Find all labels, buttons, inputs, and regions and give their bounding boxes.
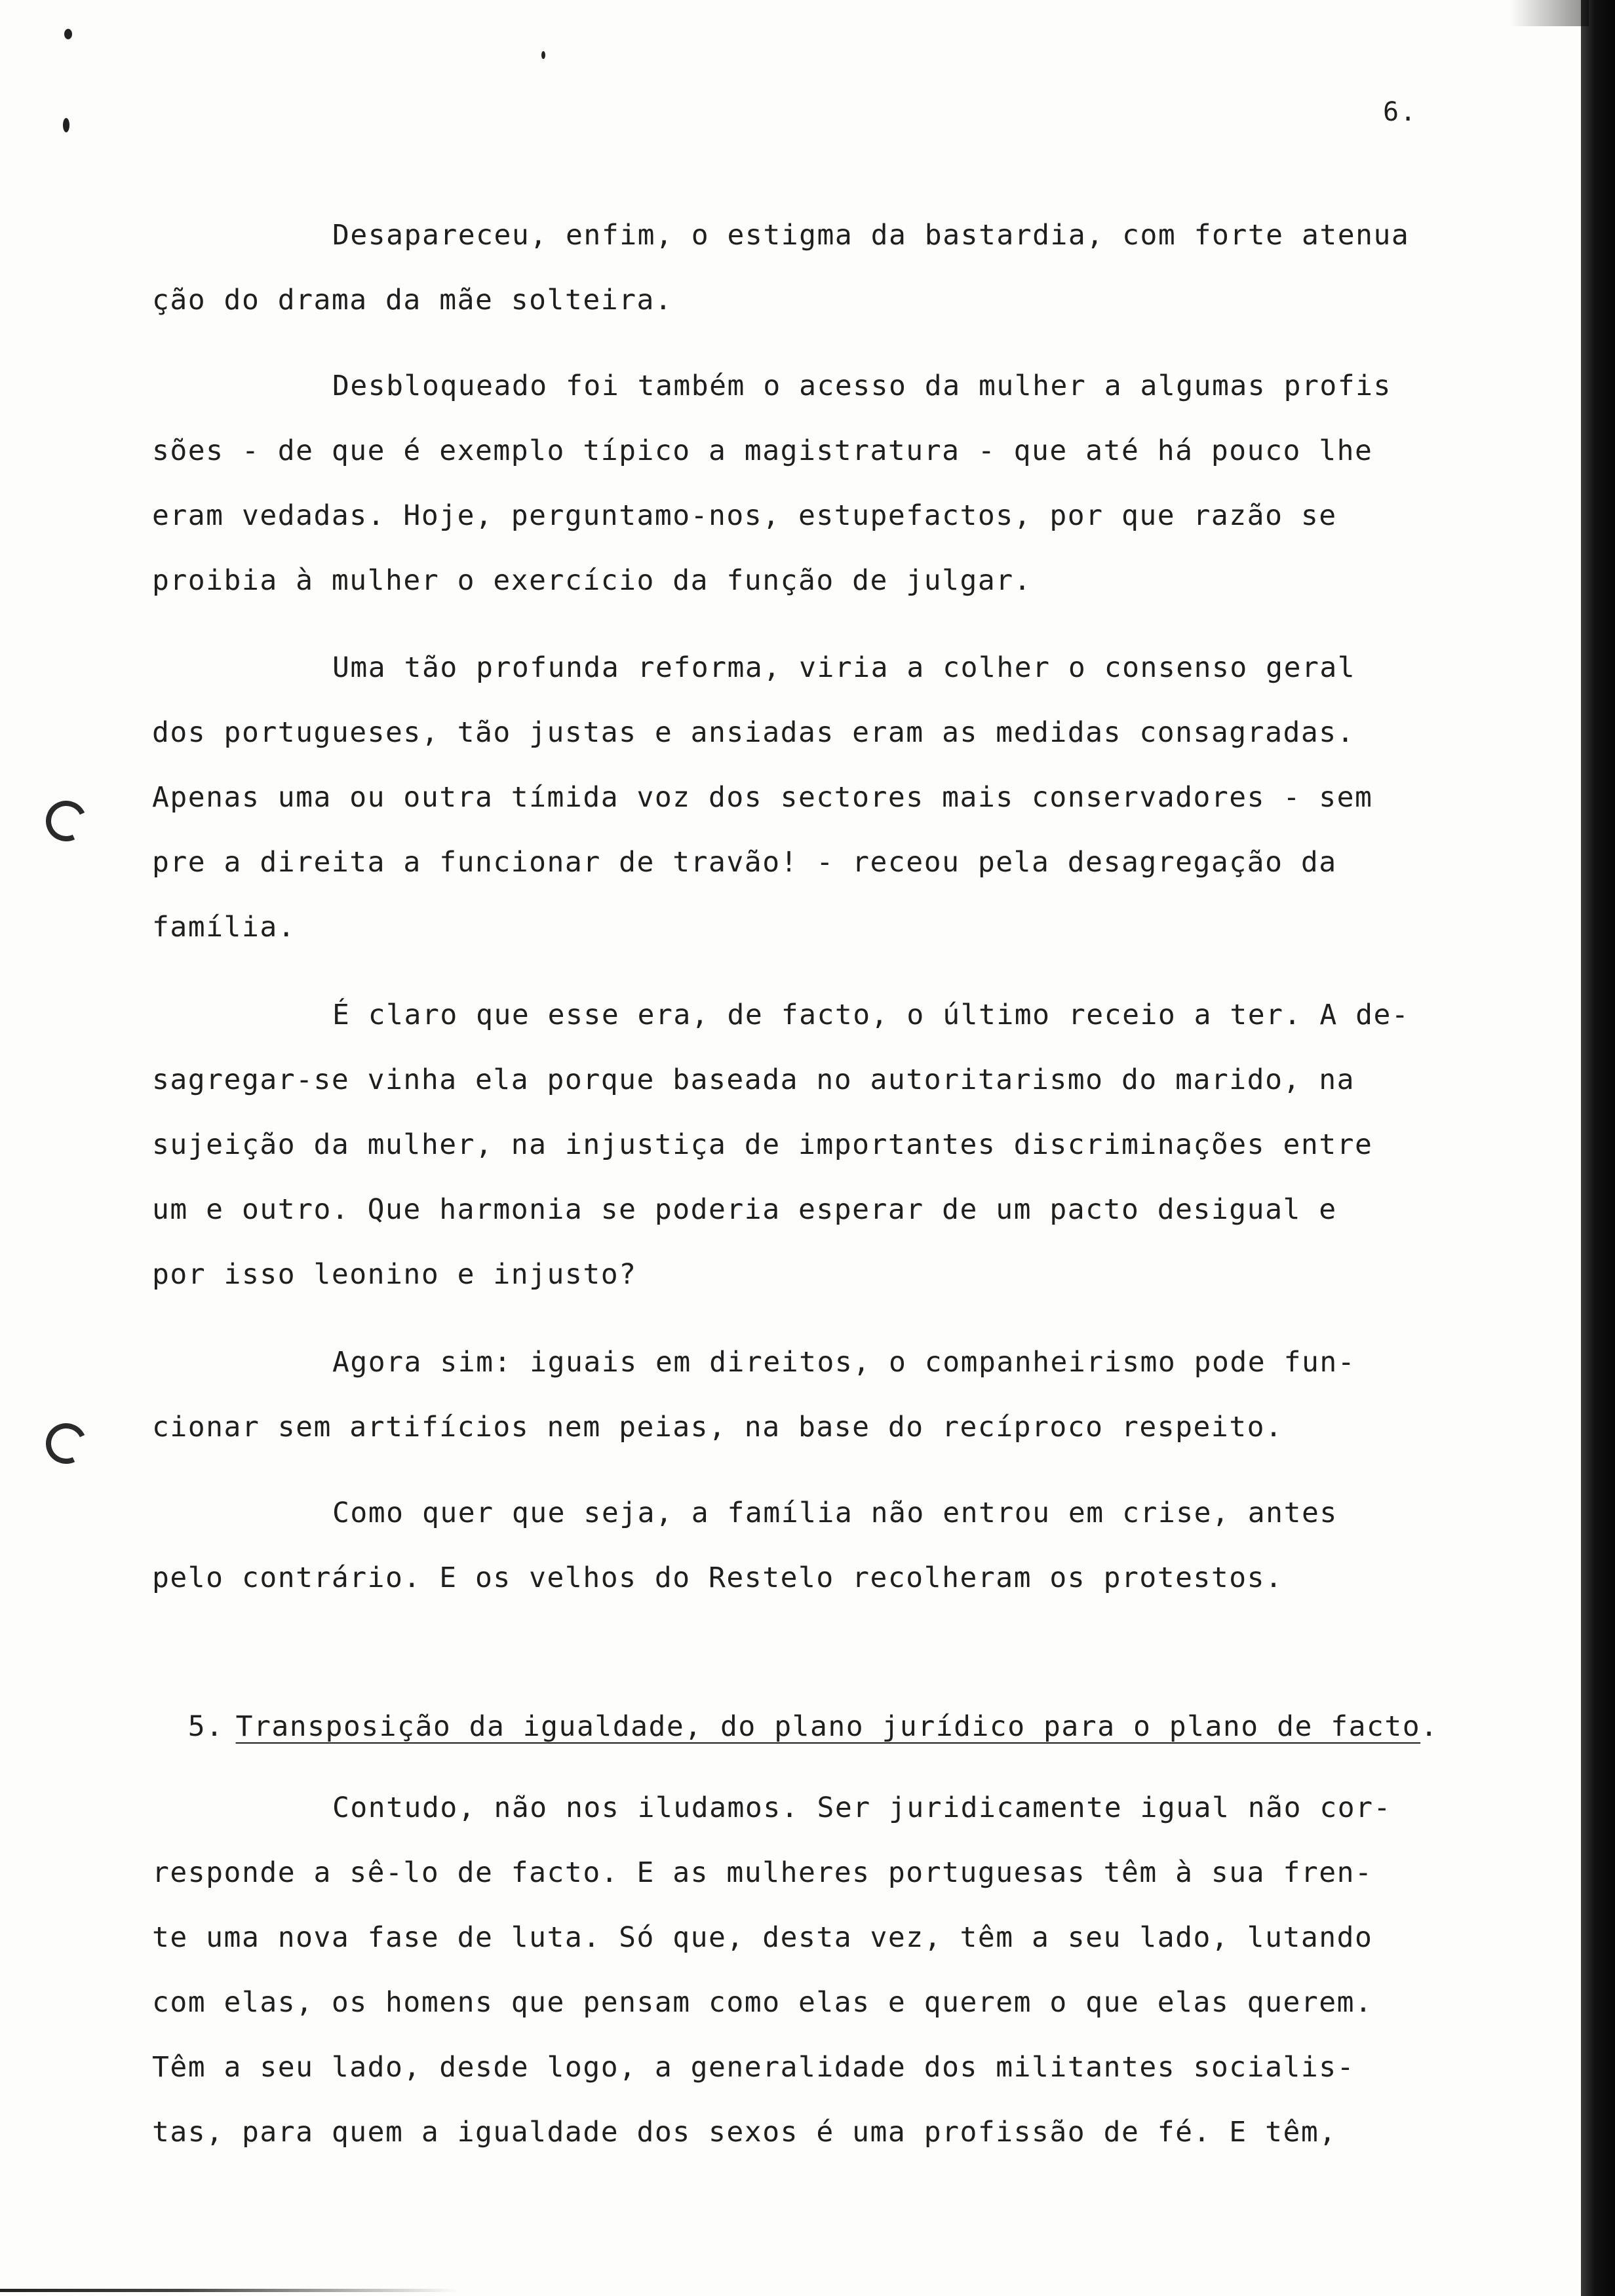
scan-bottom-edge [0,2289,459,2292]
text-line: Têm a seu lado, desde logo, a generalidade dos militantes socialis- [152,2051,1355,2084]
text-line: um e outro. Que harmonia se poderia esperar de um pacto desigual e [152,1193,1337,1226]
text-line: Como quer que seja, a família não entrou em crise, antes [332,1497,1338,1529]
text-line: responde a sê-lo de facto. E as mulheres portuguesas têm à sua fren- [152,1856,1373,1889]
text-line: dos portugueses, tão justas e ansiadas eram as medidas consagradas. [152,716,1355,749]
text-line: com elas, os homens que pensam como elas e querem o que elas querem. [152,1986,1373,2019]
section-title: Transposição da igualdade, do plano jurídico para o plano de facto [235,1710,1421,1743]
text-line: Desbloqueado foi também o acesso da mulher a algumas profis [332,370,1391,402]
paragraph-6 [152,1481,1489,1611]
paragraph-5 [152,1330,1489,1460]
text-line: Uma tão profunda reforma, viria a colher o consenso geral [332,651,1356,684]
text-line: sujeição da mulher, na injustiça de importantes discriminações entre [152,1128,1373,1161]
text-line: Apenas uma ou outra tímida voz dos sectores mais conservadores - sem [152,781,1373,814]
text-line: pre a direita a funcionar de travão! - receou pela desagregação da [152,846,1337,879]
text-line: É claro que esse era, de facto, o último receio a ter. A de- [332,999,1410,1031]
scan-speck [541,51,545,59]
text-line: Agora sim: iguais em direitos, o companheirismo pode fun- [332,1346,1356,1379]
paragraph-1 [152,203,1489,333]
section-heading [152,1677,1439,1743]
text-line: te uma nova fase de luta. Só que, desta vez, têm a seu lado, lutando [152,1921,1373,1954]
section-trailing-period: . [1420,1710,1439,1743]
text-line: Contudo, não nos iludamos. Ser juridicamente igual não cor- [332,1791,1391,1824]
page-number: 6. [1383,97,1418,127]
text-line: sagregar-se vinha ela porque baseada no autoritarismo do marido, na [152,1063,1355,1096]
scan-corner-shadow [1510,0,1589,26]
paragraph-3 [152,636,1489,960]
text-line: família. [152,911,296,944]
text-line: Desapareceu, enfim, o estigma da bastardia, com forte atenua [332,219,1410,252]
scan-speck [64,29,72,39]
scan-speck [63,118,69,132]
text-line: sões - de que é exemplo típico a magistratura - que até há pouco lhe [152,434,1373,467]
scan-edge-shadow [1581,0,1615,2296]
text-line: tas, para quem a igualdade dos sexos é uma profissão de fé. E têm, [152,2116,1337,2149]
text-line: cionar sem artifícios nem peias, na base do recíproco respeito. [152,1411,1283,1444]
paragraph-2 [152,354,1489,613]
punch-hole-upper [40,795,92,847]
text-line: eram vedadas. Hoje, perguntamo-nos, estupefactos, por que razão se [152,499,1337,532]
section-number: 5. [187,1710,224,1743]
text-line: pelo contrário. E os velhos do Restelo recolheram os protestos. [152,1561,1283,1594]
text-line: proibia à mulher o exercício da função de julgar. [152,564,1032,597]
punch-hole-lower [40,1417,92,1469]
paragraph-7 [152,1776,1489,2165]
text-line: ção do drama da mãe solteira. [152,284,673,316]
paragraph-4 [152,983,1489,1307]
text-line: por isso leonino e injusto? [152,1258,637,1291]
